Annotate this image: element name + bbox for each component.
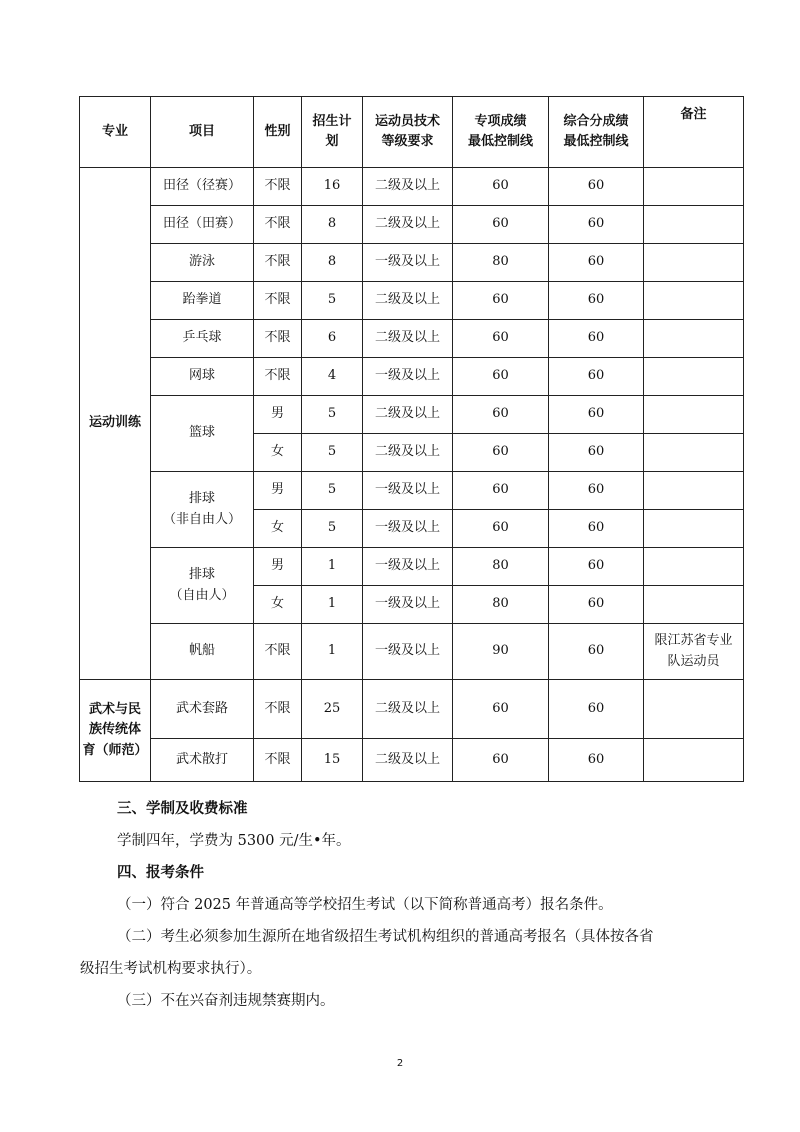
section-4-title: 四、报考条件 <box>117 865 204 881</box>
cell-note <box>644 206 744 244</box>
cell-note <box>644 320 744 358</box>
cell-project: 排球 （自由人） <box>151 548 254 624</box>
cell-plan: 8 <box>302 244 363 282</box>
cell-special: 60 <box>453 282 549 320</box>
cell-plan: 4 <box>302 358 363 396</box>
cell-plan: 5 <box>302 510 363 548</box>
cell-level: 二级及以上 <box>363 739 453 782</box>
cell-project: 篮球 <box>151 396 254 472</box>
cell-level: 二级及以上 <box>363 396 453 434</box>
section-4-item-1: （一）符合 2025 年普通高等学校招生考试（以下简称普通高考）报名条件。 <box>117 897 613 913</box>
cell-plan: 5 <box>302 396 363 434</box>
cell-level: 一级及以上 <box>363 510 453 548</box>
section-3-title: 三、学制及收费标准 <box>117 801 248 817</box>
cell-plan: 5 <box>302 434 363 472</box>
cell-note <box>644 168 744 206</box>
cell-gender: 不限 <box>254 206 302 244</box>
major-training: 运动训练 <box>80 168 151 680</box>
cell-special: 60 <box>453 206 549 244</box>
cell-plan: 16 <box>302 168 363 206</box>
cell-special: 60 <box>453 320 549 358</box>
cell-overall: 60 <box>549 320 644 358</box>
cell-special: 80 <box>453 586 549 624</box>
cell-level: 一级及以上 <box>363 358 453 396</box>
cell-project: 武术散打 <box>151 739 254 782</box>
cell-gender: 女 <box>254 586 302 624</box>
cell-project: 排球 （非自由人） <box>151 472 254 548</box>
cell-gender: 女 <box>254 510 302 548</box>
cell-special: 60 <box>453 680 549 739</box>
section-4-item-3: （三）不在兴奋剂违规禁赛期内。 <box>117 993 335 1009</box>
header-major: 专业 <box>80 97 151 168</box>
cell-level: 一级及以上 <box>363 586 453 624</box>
header-plan: 招生计 划 <box>302 97 363 168</box>
cell-gender: 不限 <box>254 739 302 782</box>
cell-note <box>644 586 744 624</box>
cell-level: 一级及以上 <box>363 624 453 680</box>
cell-level: 二级及以上 <box>363 282 453 320</box>
cell-special: 60 <box>453 510 549 548</box>
cell-plan: 1 <box>302 548 363 586</box>
cell-overall: 60 <box>549 680 644 739</box>
table-row <box>80 168 744 206</box>
section-4-item-2: （二）考生必须参加生源所在地省级招生考试机构组织的普通高考报名（具体按各省 <box>117 929 654 945</box>
cell-project: 游泳 <box>151 244 254 282</box>
table-row <box>80 358 744 396</box>
major-wushu: 武术与民 族传统体 育（师范） <box>80 680 151 782</box>
cell-overall: 60 <box>549 244 644 282</box>
table-row <box>80 206 744 244</box>
table-row <box>80 396 744 434</box>
table-row <box>80 282 744 320</box>
cell-note <box>644 739 744 782</box>
table-row <box>80 548 744 586</box>
cell-overall: 60 <box>549 472 644 510</box>
cell-level: 一级及以上 <box>363 244 453 282</box>
cell-gender: 男 <box>254 396 302 434</box>
cell-gender: 男 <box>254 548 302 586</box>
table-row <box>80 244 744 282</box>
cell-level: 一级及以上 <box>363 472 453 510</box>
cell-project: 田径（径赛） <box>151 168 254 206</box>
table-header-row <box>80 97 744 168</box>
cell-overall: 60 <box>549 510 644 548</box>
cell-note <box>644 434 744 472</box>
cell-plan: 8 <box>302 206 363 244</box>
cell-overall: 60 <box>549 168 644 206</box>
cell-overall: 60 <box>549 206 644 244</box>
header-level: 运动员技术 等级要求 <box>363 97 453 168</box>
cell-note <box>644 680 744 739</box>
section-3-text: 学制四年，学费为 5300 元/生•年。 <box>117 833 351 849</box>
cell-special: 80 <box>453 244 549 282</box>
cell-level: 二级及以上 <box>363 434 453 472</box>
cell-special: 90 <box>453 624 549 680</box>
cell-special: 60 <box>453 739 549 782</box>
cell-plan: 15 <box>302 739 363 782</box>
cell-overall: 60 <box>549 739 644 782</box>
cell-special: 60 <box>453 168 549 206</box>
cell-gender: 不限 <box>254 320 302 358</box>
cell-plan: 1 <box>302 586 363 624</box>
cell-gender: 不限 <box>254 624 302 680</box>
cell-plan: 1 <box>302 624 363 680</box>
cell-project: 乒乓球 <box>151 320 254 358</box>
cell-overall: 60 <box>549 586 644 624</box>
cell-gender: 不限 <box>254 680 302 739</box>
table-row <box>80 320 744 358</box>
cell-note <box>644 510 744 548</box>
cell-note <box>644 472 744 510</box>
cell-overall: 60 <box>549 624 644 680</box>
header-overall-score: 综合分成绩 最低控制线 <box>549 97 644 168</box>
cell-gender: 男 <box>254 472 302 510</box>
cell-overall: 60 <box>549 434 644 472</box>
cell-overall: 60 <box>549 282 644 320</box>
cell-gender: 不限 <box>254 168 302 206</box>
cell-gender: 不限 <box>254 244 302 282</box>
cell-level: 二级及以上 <box>363 168 453 206</box>
table-row <box>80 680 744 739</box>
cell-project: 跆拳道 <box>151 282 254 320</box>
cell-project: 武术套路 <box>151 680 254 739</box>
cell-note: 限江苏省专业 队运动员 <box>644 624 744 680</box>
page-number: 2 <box>396 1058 404 1069</box>
cell-special: 80 <box>453 548 549 586</box>
cell-level: 二级及以上 <box>363 680 453 739</box>
cell-overall: 60 <box>549 548 644 586</box>
table-row <box>80 472 744 510</box>
cell-note <box>644 358 744 396</box>
header-note: 备注 <box>644 97 744 168</box>
cell-note <box>644 396 744 434</box>
cell-note <box>644 244 744 282</box>
cell-special: 60 <box>453 434 549 472</box>
cell-overall: 60 <box>549 358 644 396</box>
cell-gender: 不限 <box>254 282 302 320</box>
cell-gender: 女 <box>254 434 302 472</box>
cell-note <box>644 282 744 320</box>
cell-special: 60 <box>453 358 549 396</box>
cell-level: 二级及以上 <box>363 320 453 358</box>
cell-level: 二级及以上 <box>363 206 453 244</box>
table-row <box>80 739 744 782</box>
cell-level: 一级及以上 <box>363 548 453 586</box>
cell-special: 60 <box>453 396 549 434</box>
header-special-score: 专项成绩 最低控制线 <box>453 97 549 168</box>
cell-plan: 6 <box>302 320 363 358</box>
header-project: 项目 <box>151 97 254 168</box>
cell-gender: 不限 <box>254 358 302 396</box>
cell-plan: 5 <box>302 472 363 510</box>
cell-special: 60 <box>453 472 549 510</box>
cell-plan: 25 <box>302 680 363 739</box>
table-row <box>80 624 744 680</box>
cell-project: 田径（田赛） <box>151 206 254 244</box>
header-gender: 性别 <box>254 97 302 168</box>
cell-project: 网球 <box>151 358 254 396</box>
cell-plan: 5 <box>302 282 363 320</box>
cell-project: 帆船 <box>151 624 254 680</box>
section-4-item-2-cont: 级招生考试机构要求执行）。 <box>80 961 262 977</box>
cell-note <box>644 548 744 586</box>
admission-table <box>79 96 744 782</box>
cell-overall: 60 <box>549 396 644 434</box>
